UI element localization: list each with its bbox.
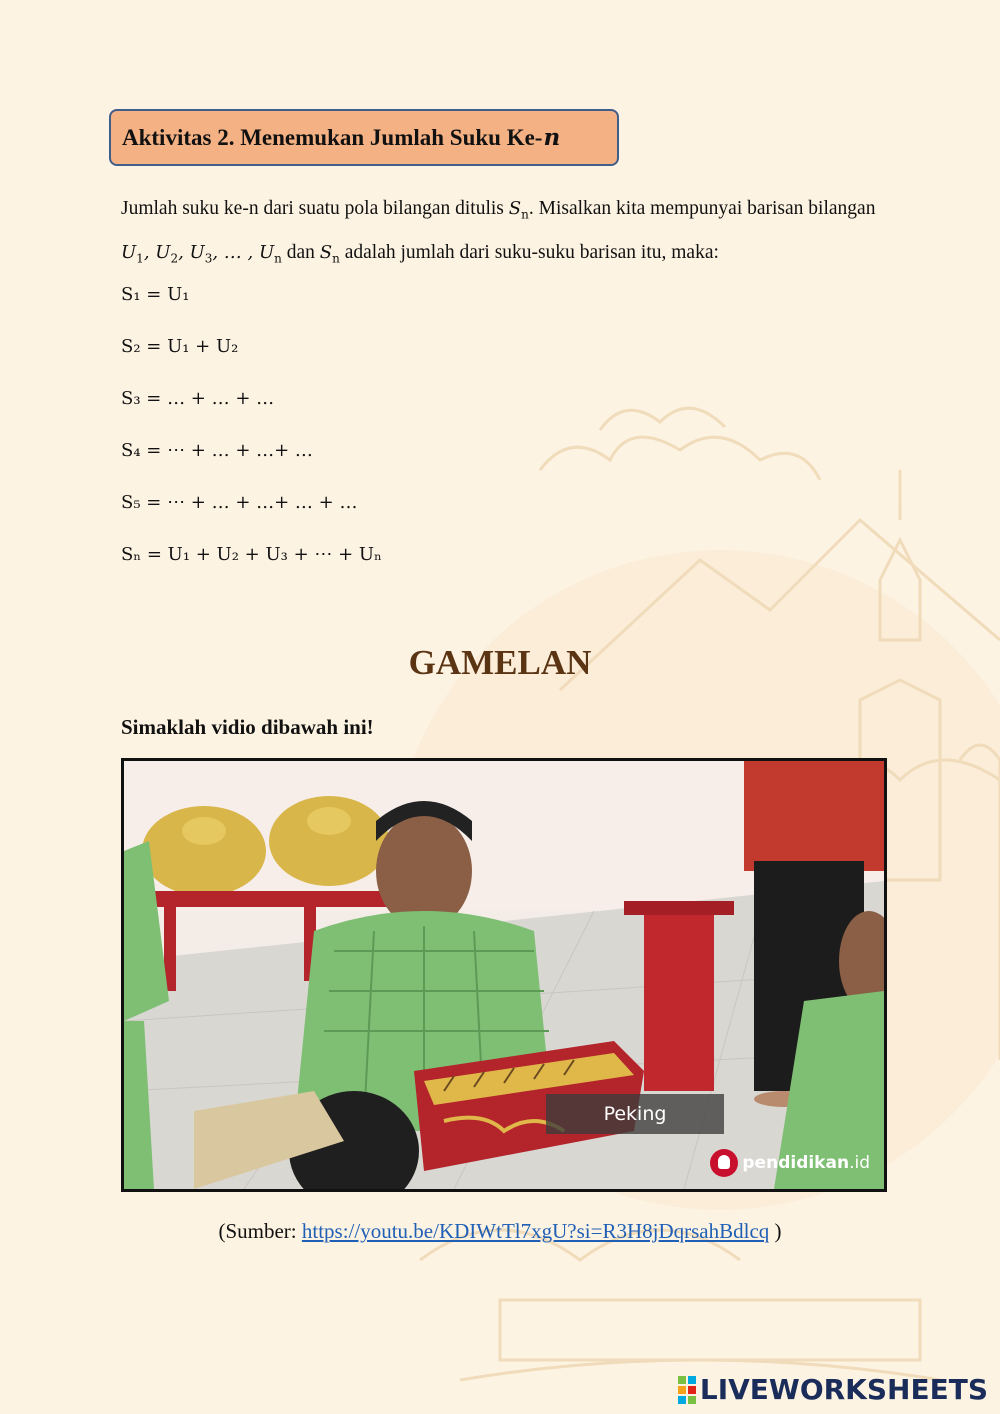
source-citation — [0, 1219, 1000, 1244]
equation-s5: S₅ = ⋯ + … + …+ … + … — [121, 492, 358, 513]
activity-title-box — [109, 109, 619, 166]
video-caption: Peking — [546, 1094, 724, 1134]
instruction-text: Simaklah vidio dibawah ini! — [121, 715, 374, 739]
video-frame-illustration — [124, 761, 884, 1189]
math-sn: $S_n$ — [508, 198, 529, 222]
pendidikan-logo-icon — [710, 1149, 738, 1177]
watermark-text: pendidikan — [742, 1153, 850, 1173]
math-sequence: $U_1$, $U_2$, $U_3$, … , $U_n$ — [121, 241, 282, 266]
liveworksheets-logo-text: LIVEWORKSHEETS — [699, 1373, 988, 1406]
intro-paragraph — [121, 190, 891, 277]
equation-s2: S₂ = U₁ + U₂ — [121, 336, 239, 357]
intro-text-4: adalah jumlah dari suku-suku barisan itu, maka: — [339, 241, 719, 263]
equation-sn: Sₙ = U₁ + U₂ + U₃ + ⋯ + Uₙ — [121, 544, 382, 565]
intro-text-1: Jumlah suku ke-n dari suatu pola bilangan ditulis — [121, 198, 509, 219]
video-player[interactable] — [121, 758, 887, 1192]
liveworksheets-logo — [678, 1373, 988, 1406]
intro-text-3: dan — [281, 241, 320, 263]
video-watermark — [710, 1149, 870, 1177]
math-sn-2: $S_n$ — [319, 241, 340, 266]
activity-title: Aktivitas 2. Menemukan Jumlah Suku Ke- — [122, 124, 543, 150]
intro-text-2: . Misalkan kita mempunyai barisan bilangan — [528, 198, 876, 219]
source-suffix: ) — [769, 1219, 782, 1243]
equation-s4: S₄ = ⋯ + … + …+ … — [121, 440, 313, 461]
equation-s3: S₃ = … + … + … — [121, 388, 275, 409]
source-prefix: (Sumber: — [218, 1219, 302, 1243]
activity-title-variable: n — [543, 124, 561, 151]
watermark-suffix: .id — [849, 1153, 870, 1173]
source-link[interactable]: https://youtu.be/KDIWtTl7xgU?si=R3H8jDqrsahBdlcq — [301, 1219, 770, 1243]
section-heading: GAMELAN — [408, 643, 592, 682]
equation-s1: S₁ = U₁ — [121, 284, 190, 305]
liveworksheets-grid-icon — [678, 1376, 696, 1404]
